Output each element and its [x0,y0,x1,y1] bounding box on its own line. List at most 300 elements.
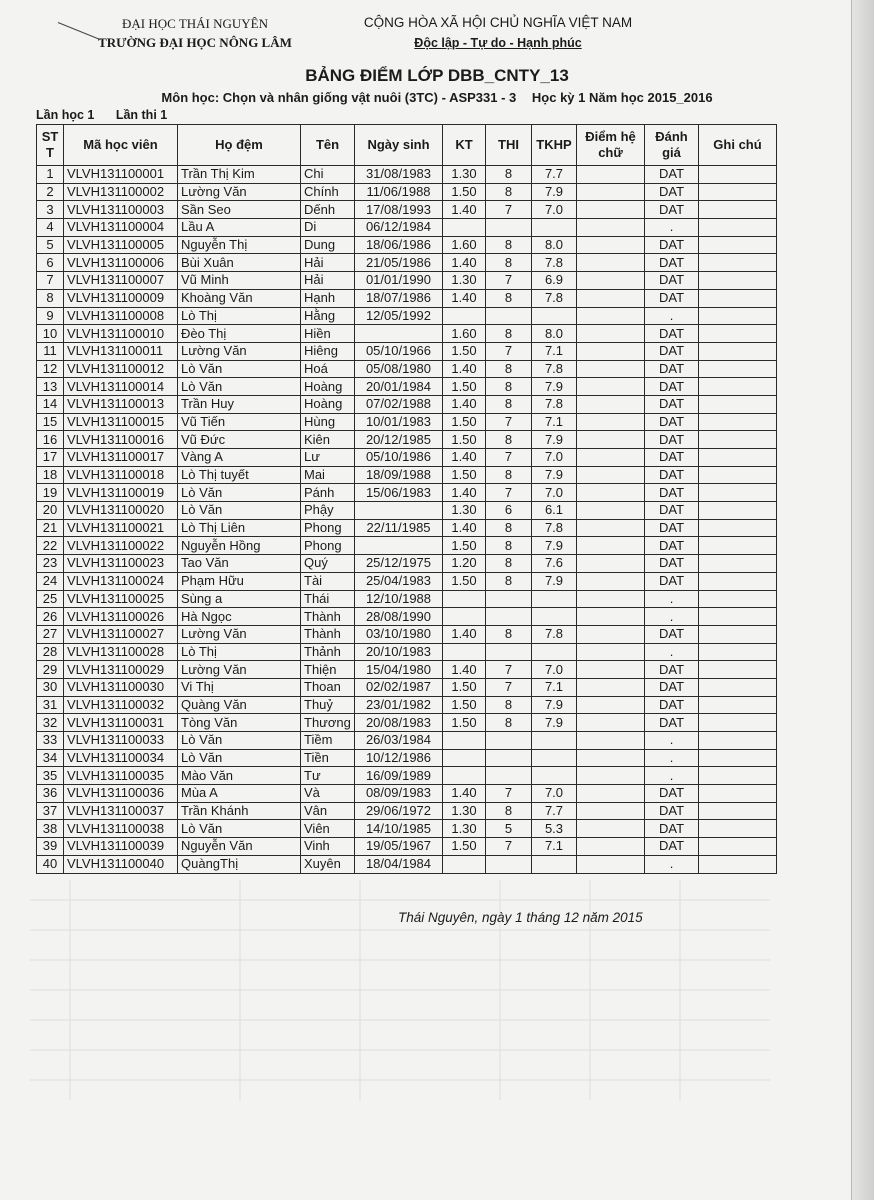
col-surname-cell: Vi Thị [178,678,301,696]
col-letter-grade-cell [577,342,645,360]
col-notes-cell [699,643,777,661]
col-tkhp-cell [532,590,577,608]
col-tkhp-cell: 7.8 [532,289,577,307]
col-evaluation-cell: DAT [645,183,699,201]
table-row [37,625,777,643]
col-thi-cell: 8 [486,378,532,396]
col-notes-cell [699,749,777,767]
col-tkhp-cell: 7.6 [532,555,577,573]
table-row [37,484,777,502]
col-given-name-cell: Hạnh [301,289,355,307]
col-thi-cell: 7 [486,484,532,502]
col-notes-cell [699,519,777,537]
col-given-name-cell: Dếnh [301,201,355,219]
col-student-id-cell: VLVH131100003 [64,201,178,219]
col-tkhp-cell: 7.8 [532,519,577,537]
col-thi-cell: 8 [486,325,532,343]
col-student-id-cell: VLVH131100012 [64,360,178,378]
col-notes-cell [699,289,777,307]
col-birth-date-cell [355,537,443,555]
col-student-id-cell: VLVH131100019 [64,484,178,502]
col-evaluation-cell: DAT [645,555,699,573]
col-stt-cell: 4 [37,219,64,237]
col-stt-cell: 21 [37,519,64,537]
col-tkhp-cell: 7.9 [532,431,577,449]
col-letter-grade-cell [577,502,645,520]
table-row [37,307,777,325]
col-surname-cell: Vũ Tiến [178,413,301,431]
col-evaluation-cell: DAT [645,678,699,696]
col-birth-date-cell: 10/01/1983 [355,413,443,431]
col-student-id-cell: VLVH131100031 [64,714,178,732]
table-row [37,166,777,184]
col-stt-cell: 10 [37,325,64,343]
table-row [37,732,777,750]
col-birth-date-cell: 18/06/1986 [355,236,443,254]
col-birth-date-cell [355,502,443,520]
col-kt-cell: 1.50 [443,572,486,590]
col-evaluation-cell: . [645,855,699,873]
col-given-name-cell: Hằng [301,307,355,325]
col-evaluation-cell: DAT [645,661,699,679]
col-kt-cell: 1.60 [443,236,486,254]
col-kt-cell: 1.50 [443,413,486,431]
col-notes-cell [699,537,777,555]
col-surname-cell: Lò Văn [178,484,301,502]
col-tkhp-cell: 8.0 [532,236,577,254]
table-row [37,714,777,732]
col-letter-grade-cell [577,519,645,537]
col-kt-cell: 1.50 [443,537,486,555]
col-letter-grade-cell [577,272,645,290]
col-notes-cell [699,449,777,467]
col-birth-date-cell: 02/02/1987 [355,678,443,696]
col-student-id-cell: VLVH131100025 [64,590,178,608]
col-stt-cell: 18 [37,466,64,484]
col-tkhp-cell: 7.8 [532,360,577,378]
col-given-name-cell: Phong [301,519,355,537]
col-kt-cell [443,855,486,873]
col-birth-date-cell: 20/10/1983 [355,643,443,661]
document-title: BẢNG ĐIỂM LỚP DBB_CNTY_13 [305,66,569,85]
col-tkhp-cell: 7.9 [532,696,577,714]
col-tkhp-cell [532,855,577,873]
col-surname-cell: Lường Văn [178,183,301,201]
col-evaluation-cell: DAT [645,572,699,590]
col-birth-date-cell: 05/08/1980 [355,360,443,378]
col-letter-grade-cell [577,625,645,643]
col-kt-cell: 1.30 [443,820,486,838]
col-thi-cell [486,590,532,608]
col-letter-grade-cell [577,838,645,856]
col-kt-cell: 1.40 [443,254,486,272]
col-thi-cell: 8 [486,236,532,254]
col-kt-cell: 1.50 [443,678,486,696]
col-notes-cell [699,378,777,396]
col-birth-date-cell: 07/02/1988 [355,395,443,413]
col-stt-cell: 15 [37,413,64,431]
col-stt-cell: 13 [37,378,64,396]
col-evaluation-cell: . [645,749,699,767]
col-student-id-cell: VLVH131100018 [64,466,178,484]
col-given-name-cell: Lư [301,449,355,467]
col-student-id-cell: VLVH131100033 [64,732,178,750]
col-birth-date-cell: 14/10/1985 [355,820,443,838]
col-notes-cell [699,678,777,696]
col-letter-grade-cell [577,466,645,484]
table-row [37,466,777,484]
col-letter-grade-cell [577,714,645,732]
col-stt-cell: 19 [37,484,64,502]
col-stt-cell: 23 [37,555,64,573]
col-thi-cell: 6 [486,502,532,520]
col-student-id-header: Mã học viên [64,125,178,166]
table-body [37,166,777,874]
col-given-name-cell: Hoá [301,360,355,378]
table-header-row [37,125,777,166]
col-kt-cell: 1.30 [443,166,486,184]
col-notes-cell [699,166,777,184]
col-surname-cell: Sần Seo [178,201,301,219]
col-given-name-cell: Phong [301,537,355,555]
col-tkhp-cell: 8.0 [532,325,577,343]
col-thi-cell: 5 [486,820,532,838]
col-tkhp-cell: 7.0 [532,201,577,219]
col-surname-cell: Lò Văn [178,360,301,378]
term-info: Học kỳ 1 Năm học 2015_2016 [531,90,713,105]
table-row [37,802,777,820]
col-notes-cell [699,236,777,254]
col-kt-cell: 1.40 [443,289,486,307]
col-stt-cell: 8 [37,289,64,307]
col-evaluation-cell: . [645,307,699,325]
col-stt-cell: 3 [37,201,64,219]
col-letter-grade-cell [577,219,645,237]
col-notes-cell [699,466,777,484]
table-row [37,785,777,803]
col-evaluation-cell: . [645,767,699,785]
col-birth-date-cell: 28/08/1990 [355,608,443,626]
col-tkhp-cell [532,749,577,767]
col-kt-cell: 1.50 [443,342,486,360]
col-student-id-cell: VLVH131100021 [64,519,178,537]
col-tkhp-cell: 5.3 [532,820,577,838]
col-birth-date-cell: 17/08/1993 [355,201,443,219]
col-letter-grade-cell [577,378,645,396]
col-evaluation-cell: DAT [645,502,699,520]
col-student-id-cell: VLVH131100005 [64,236,178,254]
col-surname-cell: Quàng Văn [178,696,301,714]
col-thi-cell: 8 [486,714,532,732]
col-tkhp-cell: 7.7 [532,802,577,820]
col-tkhp-cell: 6.9 [532,272,577,290]
col-student-id-cell: VLVH131100028 [64,643,178,661]
col-given-name-cell: Hiền [301,325,355,343]
col-tkhp-cell: 7.8 [532,254,577,272]
col-letter-grade-header: Điểm hệ chữ [577,125,645,166]
table-row [37,696,777,714]
col-surname-cell: Nguyễn Văn [178,838,301,856]
col-letter-grade-cell [577,254,645,272]
col-birth-date-cell: 25/12/1975 [355,555,443,573]
col-stt-cell: 36 [37,785,64,803]
col-birth-date-cell: 16/09/1989 [355,767,443,785]
col-student-id-cell: VLVH131100004 [64,219,178,237]
col-evaluation-cell: DAT [645,272,699,290]
col-thi-cell: 8 [486,395,532,413]
col-notes-cell [699,219,777,237]
col-notes-cell [699,590,777,608]
col-stt-cell: 37 [37,802,64,820]
col-stt-cell: 25 [37,590,64,608]
col-birth-date-cell: 21/05/1986 [355,254,443,272]
col-stt-cell: 2 [37,183,64,201]
col-stt-cell: 24 [37,572,64,590]
col-student-id-cell: VLVH131100022 [64,537,178,555]
col-kt-cell: 1.40 [443,449,486,467]
col-surname-cell: Khoàng Văn [178,289,301,307]
col-stt-cell: 16 [37,431,64,449]
col-thi-cell: 8 [486,360,532,378]
col-surname-cell: Tao Văn [178,555,301,573]
col-kt-cell: 1.50 [443,183,486,201]
col-notes-cell [699,201,777,219]
col-surname-cell: Lò Văn [178,732,301,750]
table-row [37,838,777,856]
col-evaluation-cell: DAT [645,342,699,360]
col-letter-grade-cell [577,749,645,767]
col-notes-cell [699,183,777,201]
col-notes-cell [699,661,777,679]
col-evaluation-cell: DAT [645,201,699,219]
col-given-name-cell: Thành [301,625,355,643]
study-round: Lần học 1 [36,108,95,122]
col-thi-cell: 8 [486,537,532,555]
col-letter-grade-cell [577,855,645,873]
col-surname-cell: Lò Thị Liên [178,519,301,537]
col-student-id-cell: VLVH131100038 [64,820,178,838]
col-kt-cell: 1.40 [443,201,486,219]
col-tkhp-cell: 7.0 [532,661,577,679]
col-student-id-cell: VLVH131100032 [64,696,178,714]
col-notes-cell [699,820,777,838]
col-stt-cell: 6 [37,254,64,272]
col-notes-cell [699,838,777,856]
col-evaluation-cell: DAT [645,449,699,467]
col-kt-cell: 1.50 [443,378,486,396]
col-tkhp-cell: 7.1 [532,678,577,696]
col-tkhp-cell: 6.1 [532,502,577,520]
col-given-name-cell: Kiên [301,431,355,449]
col-kt-cell: 1.40 [443,661,486,679]
col-student-id-cell: VLVH131100006 [64,254,178,272]
col-letter-grade-cell [577,537,645,555]
col-thi-cell [486,219,532,237]
col-surname-cell: Lò Thị [178,643,301,661]
col-surname-cell: Vàng A [178,449,301,467]
col-thi-cell: 8 [486,466,532,484]
col-surname-cell: Phạm Hữu [178,572,301,590]
course-info: Môn học: Chọn và nhân giống vật nuôi (3TC) - ASP331 - 3 [161,90,517,105]
col-letter-grade-cell [577,395,645,413]
col-stt-cell: 35 [37,767,64,785]
col-thi-cell: 7 [486,413,532,431]
col-notes-cell [699,307,777,325]
col-birth-date-cell: 26/03/1984 [355,732,443,750]
table-row [37,413,777,431]
table-row [37,254,777,272]
col-tkhp-cell: 7.1 [532,413,577,431]
col-given-name-cell: Chính [301,183,355,201]
col-birth-date-cell: 15/06/1983 [355,484,443,502]
col-tkhp-cell: 7.9 [532,537,577,555]
col-thi-cell [486,732,532,750]
col-student-id-cell: VLVH131100027 [64,625,178,643]
col-thi-cell: 8 [486,519,532,537]
col-notes-cell [699,802,777,820]
col-surname-cell: Sùng a [178,590,301,608]
col-letter-grade-cell [577,360,645,378]
national-header [338,13,658,53]
col-student-id-cell: VLVH131100034 [64,749,178,767]
col-student-id-cell: VLVH131100016 [64,431,178,449]
col-thi-cell: 7 [486,201,532,219]
col-notes-cell [699,431,777,449]
col-given-name-cell: Thương [301,714,355,732]
col-tkhp-cell: 7.1 [532,838,577,856]
col-letter-grade-cell [577,449,645,467]
col-notes-cell [699,572,777,590]
col-given-name-cell: Thái [301,590,355,608]
col-given-name-cell: Tiềm [301,732,355,750]
col-birth-date-cell: 23/01/1982 [355,696,443,714]
col-student-id-cell: VLVH131100024 [64,572,178,590]
col-tkhp-cell: 7.9 [532,714,577,732]
col-notes-cell [699,502,777,520]
col-given-name-cell: Xuyên [301,855,355,873]
col-given-name-cell: Thành [301,608,355,626]
col-kt-cell: 1.20 [443,555,486,573]
col-stt-cell: 31 [37,696,64,714]
col-stt-cell: 11 [37,342,64,360]
col-stt-cell: 39 [37,838,64,856]
col-stt-cell: 29 [37,661,64,679]
col-letter-grade-cell [577,555,645,573]
col-surname-cell: Lường Văn [178,625,301,643]
table-row [37,378,777,396]
col-thi-cell: 7 [486,661,532,679]
col-notes-cell [699,272,777,290]
signing-date: Thái Nguyên, ngày 1 tháng 12 năm 2015 [398,910,643,925]
col-evaluation-cell: DAT [645,236,699,254]
col-student-id-cell: VLVH131100035 [64,767,178,785]
col-evaluation-cell: . [645,590,699,608]
col-evaluation-cell: DAT [645,696,699,714]
col-letter-grade-cell [577,484,645,502]
col-thi-cell [486,749,532,767]
table-row [37,661,777,679]
col-stt-cell: 34 [37,749,64,767]
col-stt-header: ST T [37,125,64,166]
col-evaluation-cell: . [645,732,699,750]
col-surname-cell: Đèo Thị [178,325,301,343]
school-name: TRƯỜNG ĐẠI HỌC NÔNG LÂM [98,35,292,50]
col-tkhp-header: TKHP [532,125,577,166]
col-evaluation-cell: DAT [645,537,699,555]
col-given-name-cell: Tài [301,572,355,590]
col-student-id-cell: VLVH131100020 [64,502,178,520]
col-kt-cell: 1.60 [443,325,486,343]
col-surname-cell: QuàngThị [178,855,301,873]
col-student-id-cell: VLVH131100015 [64,413,178,431]
col-evaluation-cell: DAT [645,431,699,449]
table-row [37,201,777,219]
col-tkhp-cell: 7.9 [532,183,577,201]
col-evaluation-cell: DAT [645,484,699,502]
col-birth-date-cell: 18/09/1988 [355,466,443,484]
col-birth-date-cell [355,325,443,343]
col-tkhp-cell [532,307,577,325]
col-letter-grade-cell [577,431,645,449]
col-thi-cell: 8 [486,625,532,643]
col-birth-date-cell: 01/01/1990 [355,272,443,290]
col-given-name-cell: Thoan [301,678,355,696]
col-student-id-cell: VLVH131100037 [64,802,178,820]
rounds-line [36,108,185,122]
col-notes-cell [699,714,777,732]
col-given-name-cell: Thuỷ [301,696,355,714]
col-birth-date-cell: 19/05/1967 [355,838,443,856]
col-stt-cell: 17 [37,449,64,467]
col-notes-cell [699,325,777,343]
col-stt-cell: 12 [37,360,64,378]
col-evaluation-cell: DAT [645,785,699,803]
col-evaluation-cell: DAT [645,714,699,732]
col-given-name-cell: Hải [301,272,355,290]
col-kt-cell [443,219,486,237]
col-evaluation-cell: DAT [645,413,699,431]
col-evaluation-cell: DAT [645,625,699,643]
col-birth-date-cell: 03/10/1980 [355,625,443,643]
col-thi-cell: 8 [486,555,532,573]
col-letter-grade-cell [577,590,645,608]
table-row [37,360,777,378]
col-kt-cell [443,307,486,325]
col-thi-cell: 8 [486,166,532,184]
paper-edge [851,0,874,1200]
col-given-name-cell: Thiện [301,661,355,679]
col-given-name-cell: Viên [301,820,355,838]
col-surname-cell: Nguyễn Hồng [178,537,301,555]
col-student-id-cell: VLVH131100039 [64,838,178,856]
col-notes-cell [699,608,777,626]
col-surname-cell: Hà Ngọc [178,608,301,626]
col-surname-cell: Mào Văn [178,767,301,785]
col-thi-cell: 7 [486,838,532,856]
table-row [37,767,777,785]
col-given-name-cell: Hoàng [301,395,355,413]
col-surname-cell: Trần Huy [178,395,301,413]
col-surname-cell: Lò Thị [178,307,301,325]
col-notes-cell [699,625,777,643]
col-kt-cell: 1.40 [443,625,486,643]
col-evaluation-cell: . [645,643,699,661]
col-tkhp-cell: 7.9 [532,572,577,590]
col-thi-cell: 7 [486,342,532,360]
col-kt-cell: 1.40 [443,360,486,378]
col-given-name-cell: Quý [301,555,355,573]
col-thi-cell: 8 [486,802,532,820]
